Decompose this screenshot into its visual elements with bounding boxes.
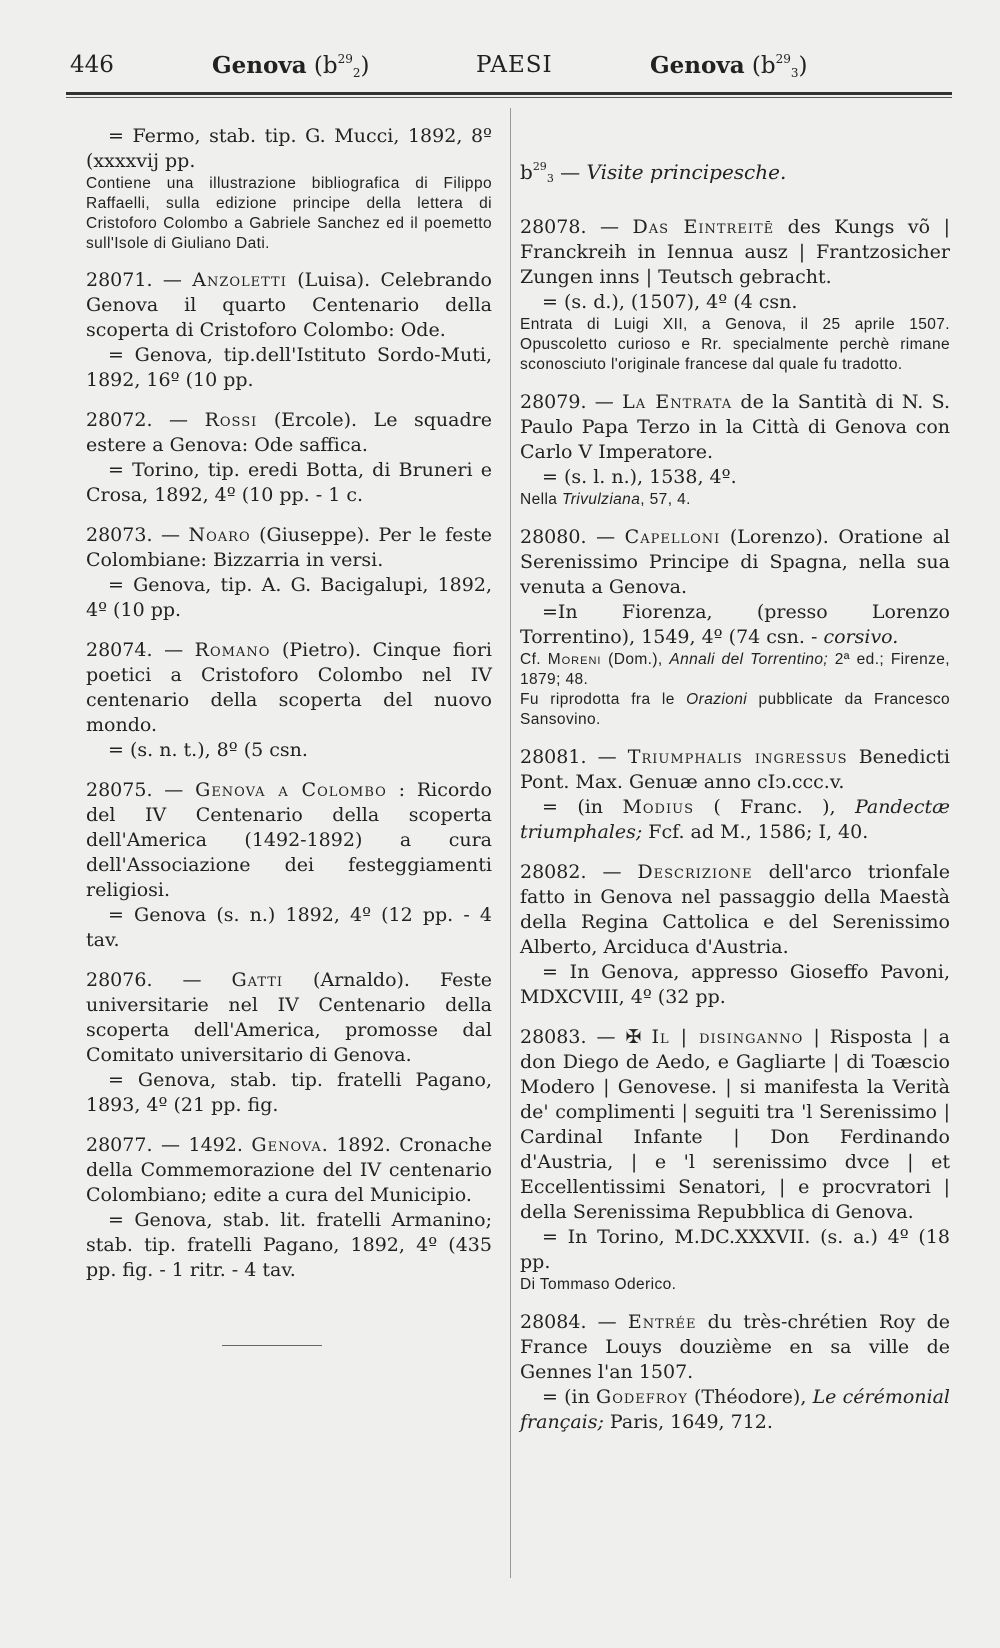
- left-column: [86, 124, 492, 1298]
- entry-heading: 28077. — 1492. Genova. 1892. Cronache della Commemorazione del IV centenario Colombiano; edite a cura del Municipio.: [86, 1134, 492, 1206]
- entry-publication: = (s. n. t.), 8º (5 csn.: [108, 739, 308, 761]
- continued-entry: [86, 124, 492, 254]
- entry-28076: [86, 968, 492, 1118]
- entry-28083: [520, 1025, 950, 1295]
- entry-heading: 28073. — Noaro (Giuseppe). Per le feste Colombiane: Bizzarria in versi.: [86, 524, 492, 571]
- entry-note: Nella Trivulziana, 57, 4.: [520, 491, 691, 508]
- entry-publication: = (s. l. n.), 1538, 4º.: [542, 466, 737, 488]
- entry-heading: 28081. — Triumphalis ingressus Benedicti Pont. Max. Genuæ anno cIↄ.ccc.v.: [520, 746, 950, 793]
- entry-publication: = (s. d.), (1507), 4º (4 csn.: [542, 291, 798, 313]
- entry-28074: [86, 638, 492, 763]
- running-header: [0, 52, 1000, 92]
- header-rule-thick: [66, 92, 952, 95]
- entry-heading: 28072. — Rossi (Ercole). Le squadre estere a Genova: Ode saffica.: [86, 409, 492, 456]
- entry-28079: [520, 390, 950, 510]
- entry-heading: 28084. — Entrée du très-chrétien Roy de France Louys douzième en sa ville de Gennes l'an 1507.: [520, 1311, 950, 1383]
- end-of-section-rule: [222, 1345, 322, 1346]
- entry-28084: [520, 1310, 950, 1435]
- right-running-title: Genova $(b^{29}_3)$: [650, 52, 808, 80]
- entry-publication: = Torino, tip. eredi Botta, di Bruneri e Crosa, 1892, 4º (10 pp. - 1 c.: [86, 459, 492, 506]
- entry-28080: [520, 525, 950, 730]
- entry-publication: = (in Godefroy (Théodore), Le cérémonial français; Paris, 1649, 712.: [520, 1386, 950, 1433]
- right-column: [520, 124, 950, 1450]
- entry-28082: [520, 860, 950, 1010]
- header-rule-thin: [66, 97, 952, 98]
- column-divider: [510, 108, 511, 1578]
- left-running-title: Genova $(b^{29}_2)$: [212, 52, 370, 80]
- entry-28078: [520, 215, 950, 375]
- entry-publication: =In Fiorenza, (presso Lorenzo Torrentino), 1549, 4º (74 csn. - corsivo.: [520, 601, 950, 648]
- entry-heading: 28083. — ✠ Il | disinganno | Risposta | a don Diego de Aedo, e Gagliarte | di Toæscio Modero | Genovese. | si manifesta la Verità de' complimenti | seguiti tra 'l Serenissimo | Cardinal Infante | Don Ferdinando d'Austria, | e 'l serenissimo dvce | et Eccellentissimi Senatori, | e procvratori | della Serenissima Repubblica di Genova.: [520, 1026, 950, 1223]
- entry-28075: [86, 778, 492, 953]
- entry-publication: = Genova (s. n.) 1892, 4º (12 pp. - 4 tav.: [86, 904, 492, 951]
- entry-heading: 28076. — Gatti (Arnaldo). Feste universitarie nel IV Centenario della scoperta dell'America, promosse dal Comitato universitario di Genova.: [86, 969, 492, 1066]
- entry-heading: 28071. — Anzoletti (Luisa). Celebrando Genova il quarto Centenario della scoperta di Cristoforo Colombo: Ode.: [86, 269, 492, 341]
- entry-heading: 28082. — Descrizione dell'arco trionfale fatto in Genova nel passaggio della Maestà della Regina Cattolica e del Serenissimo Alberto, Arciduca d'Austria.: [520, 861, 950, 958]
- section-heading: $b^{29}_3$ — Visite principesche.: [520, 160, 787, 185]
- entry-heading: 28079. — La Entrata de la Santità di N. S. Paulo Papa Terzo in la Città di Genova con Carlo V Imperatore.: [520, 391, 950, 463]
- entry-28072: [86, 408, 492, 508]
- entry-heading: 28078. — Das Eintreitē des Kungs võ | Franckreih in Iennua ausz | Frantzosicher Zungen inns | Teutsch gebracht.: [520, 216, 950, 288]
- entry-publication: = Fermo, stab. tip. G. Mucci, 1892, 8º (xxxxvij pp.: [86, 125, 492, 172]
- entry-publication: = In Genova, appresso Gioseffo Pavoni, MDXCVIII, 4º (32 pp.: [520, 961, 950, 1008]
- entry-note: Contiene una illustrazione bibliografica di Filippo Raffaelli, sulla edizione principe della lettera di Cristoforo Colombo a Gabriele Sanchez ed il poemetto sull'Isole di Giuliano Dati.: [86, 175, 492, 252]
- entry-heading: 28074. — Romano (Pietro). Cinque fiori poetici a Cristoforo Colombo nel IV centenario della scoperta del nuovo mondo.: [86, 639, 492, 736]
- center-running-title: PAESI: [476, 52, 553, 78]
- entry-note: Cf. Moreni (Dom.), Annali del Torrentino; 2ª ed.; Firenze, 1879; 48.: [520, 651, 951, 688]
- entry-note: Fu riprodotta fra le Orazioni pubblicate da Francesco Sansovino.: [520, 691, 950, 728]
- entry-publication: = In Torino, M.DC.XXXVII. (s. a.) 4º (18 pp.: [520, 1226, 950, 1273]
- entry-28081: [520, 745, 950, 845]
- entry-publication: = Genova, tip.dell'Istituto Sordo-Muti, 1892, 16º (10 pp.: [86, 344, 492, 391]
- entry-28077: [86, 1133, 492, 1283]
- entry-publication: = Genova, tip. A. G. Bacigalupi, 1892, 4º (10 pp.: [86, 574, 492, 621]
- entry-heading: 28075. — Genova a Colombo : Ricordo del IV Centenario della scoperta dell'America (1492-1892) a cura dell'Associazione dei festeggiamenti religiosi.: [86, 779, 492, 901]
- entry-note: Di Tommaso Oderico.: [520, 1276, 677, 1293]
- entry-note: Entrata di Luigi XII, a Genova, il 25 aprile 1507. Opuscoletto curioso e Rr. specialmente perchè rimane sconosciuto l'originale francese dal quale fu tradotto.: [520, 316, 950, 373]
- entry-28073: [86, 523, 492, 623]
- entry-publication: = (in Modius ( Franc. ), Pandectæ triumphales; Fcf. ad M., 1586; I, 40.: [520, 796, 950, 843]
- entry-28071: [86, 268, 492, 393]
- entry-heading: 28080. — Capelloni (Lorenzo). Oratione al Serenissimo Principe di Spagna, nella sua venuta a Genova.: [520, 526, 950, 598]
- page-number: 446: [70, 52, 114, 78]
- entry-publication: = Genova, stab. lit. fratelli Armanino; stab. tip. fratelli Pagano, 1892, 4º (435 pp. fig. - 1 ritr. - 4 tav.: [86, 1209, 492, 1281]
- entry-publication: = Genova, stab. tip. fratelli Pagano, 1893, 4º (21 pp. fig.: [86, 1069, 492, 1116]
